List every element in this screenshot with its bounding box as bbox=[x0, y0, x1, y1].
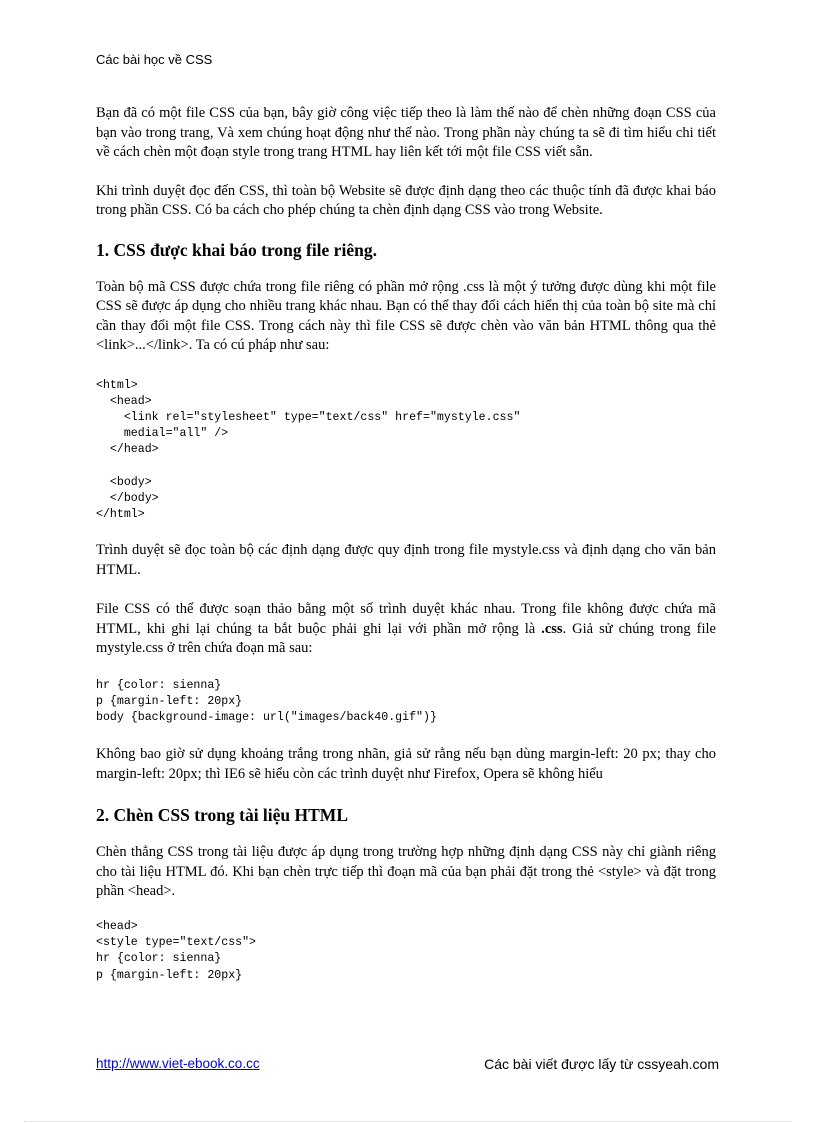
css-file-text-start: File CSS có thể được soạn thảo bằng một số trình duyệt khác nhau. Trong file không được chứa mã HTML, khi ghi lại chúng ta bắt buộc phải ghi lại với phần mở rộng là bbox=[96, 601, 716, 637]
intro-paragraph: Bạn đã có một file CSS của bạn, bây giờ công việc tiếp theo là làm thế nào để chèn những đoạn CSS của bạn vào trong trang, Và xem chúng hoạt động như thế nào. Trong phần này chúng ta sẽ đi tìm hiểu chi tiết về cách chèn một đoạn style trong trang HTML hay liên kết tới một file CSS viết sẵn. bbox=[96, 105, 716, 160]
css-overview-paragraph: Khi trình duyệt đọc đến CSS, thì toàn bộ Website sẽ được định dạng theo các thuộc tính đã được khai báo trong phần CSS. Có ba cách cho phép chúng ta chèn định dạng CSS vào trong Website. bbox=[96, 182, 716, 218]
external-css-paragraph: Toàn bộ mã CSS được chứa trong file riêng có phần mở rộng .css là một ý tưởng được dùng khi một file CSS sẽ được áp dụng cho nhiều trang khác nhau. Bạn có thể thay đổi cách hiển thị của toàn bộ site mà chỉ cần thay đổi một file CSS. Trong cách này thì file CSS sẽ được chèn vào văn bản HTML thông qua thẻ <link>...</link>. Ta có cú pháp như sau: bbox=[96, 278, 716, 353]
internal-css-paragraph: Chèn thẳng CSS trong tài liệu được áp dụng trong trường hợp những định dạng CSS này chỉ giành riêng cho tài liệu HTML đó. Khi bạn chèn trực tiếp thì đoạn mã của bạn phải đặt trong thẻ <style> và đặt trong phần <head>. bbox=[96, 844, 716, 900]
footer-website-link[interactable]: http://www.viet-ebook.co.cc bbox=[96, 1056, 260, 1071]
section-heading-internal-css: 2. Chèn CSS trong tài liệu HTML bbox=[96, 805, 348, 826]
document-body bbox=[96, 104, 716, 984]
page-bottom-edge bbox=[24, 1121, 792, 1122]
css-rules-code-block: hr {color: sienna} p {margin-left: 20px} body {background-image: url("images/back40.gif")} bbox=[96, 678, 437, 725]
footer-source-text: Các bài viết được lấy từ cssyeah.com bbox=[484, 1056, 719, 1072]
page-header-title: Các bài học về CSS bbox=[96, 52, 213, 67]
link-code-block: <html> <head> <link rel="stylesheet" type="text/css" href="mystyle.css" medial="all" /> </head> <body> </body> </html> bbox=[96, 378, 521, 522]
css-extension-bold: .css bbox=[541, 620, 563, 637]
style-tag-code-block: <head> <style type="text/css"> hr {color: sienna} p {margin-left: 20px} bbox=[96, 919, 257, 982]
whitespace-warning-paragraph: Không bao giờ sử dụng khoảng trắng trong nhãn, giả sử rằng nếu bạn dùng margin-left: 20 px; thay cho margin-left: 20px; thì IE6 sẽ hiểu còn các trình duyệt như Firefox, Opera sẽ không hiểu bbox=[96, 746, 716, 782]
css-file-paragraph bbox=[96, 600, 716, 659]
browser-read-paragraph: Trình duyệt sẽ đọc toàn bộ các định dạng được quy định trong file mystyle.css và định dạng cho văn bản HTML. bbox=[96, 542, 716, 578]
css-file-text-end: . Giả sử chúng trong file mystyle.css ở trên chứa đoạn mã sau: bbox=[96, 620, 716, 657]
section-heading-external-css: 1. CSS được khai báo trong file riêng. bbox=[96, 239, 377, 260]
